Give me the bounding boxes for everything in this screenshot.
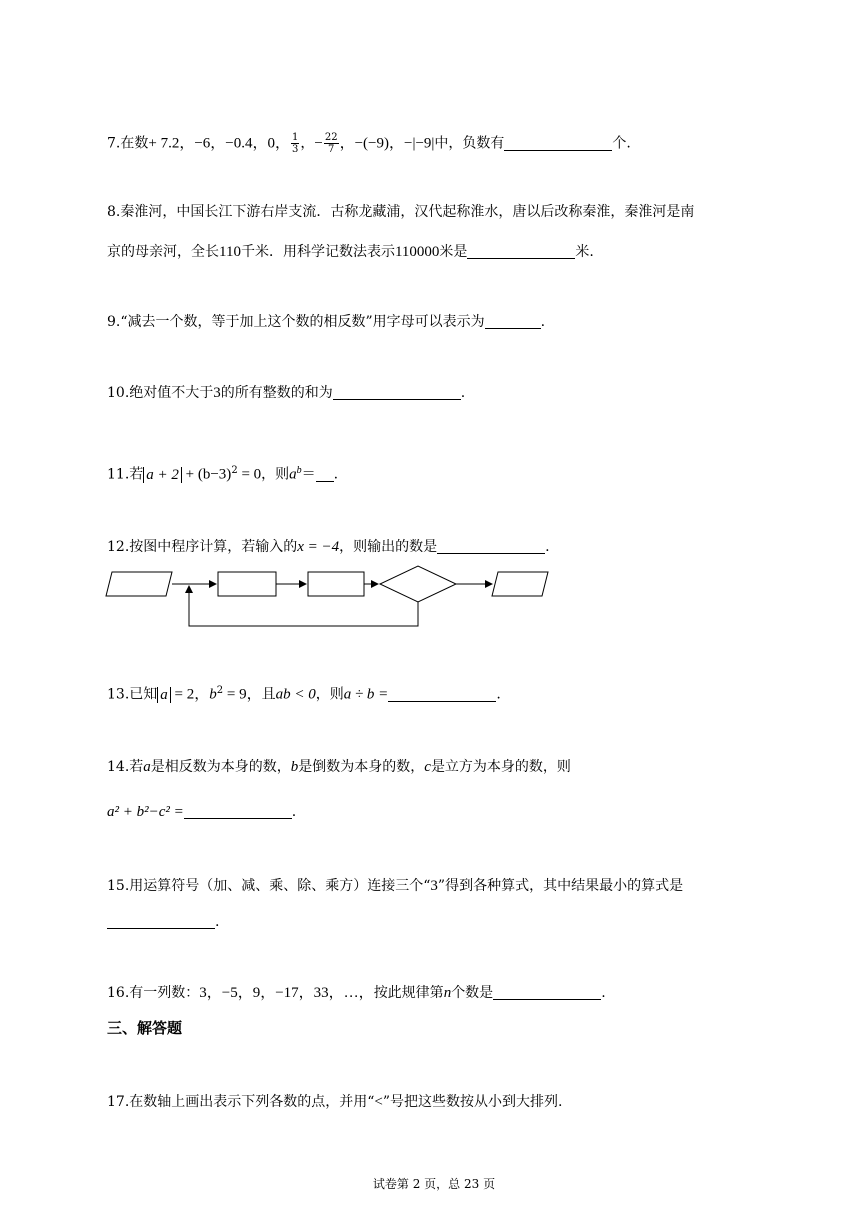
- input-box: [106, 572, 172, 596]
- q16-n: n: [443, 985, 452, 1001]
- q7-frac2-den: 7: [328, 144, 335, 155]
- q11-power: b: [296, 465, 302, 476]
- question-8-line-1: 8.秦淮河，中国长江下游右岸支流．古称龙藏浦，汉代起称淮水，唐以后改称秦淮，秦淮河是南: [107, 204, 695, 220]
- q13-end: .: [496, 686, 501, 703]
- q16-seq: 3，−5，9，−17，33，…，: [199, 985, 374, 1001]
- q7-frac1-den: 3: [292, 144, 299, 155]
- program-flowchart: [100, 560, 560, 632]
- question-12: [107, 537, 550, 557]
- q7-fraction-2: [324, 132, 339, 155]
- output-box: [492, 572, 548, 596]
- q8-text-c: 米是: [439, 244, 468, 260]
- divide-box: [218, 572, 276, 596]
- q13-math2: = 9，: [223, 686, 262, 703]
- q7-fraction-1: [291, 132, 299, 155]
- q12-answer-blank[interactable]: [437, 539, 545, 554]
- q13-qie: 且: [261, 686, 276, 703]
- q16-t2: 个数是: [451, 985, 494, 1001]
- q14-t3: 是立方为本身的数，则: [430, 759, 571, 775]
- q8-num-a: 110: [219, 244, 241, 260]
- q14-a: a: [143, 759, 151, 775]
- q17-text-a: 17.在数轴上画出表示下列各数的点，并用“: [107, 1094, 375, 1110]
- q11-mid: + (b−3): [181, 466, 232, 483]
- q7-end: 个.: [612, 135, 631, 152]
- compare-diamond: [380, 566, 456, 602]
- q15-text-b: ”得到各种算式，其中结果最小的算式是: [437, 878, 684, 894]
- question-15-line-1: [107, 876, 683, 896]
- q8-num-b: 110000: [394, 244, 440, 260]
- q14-t2: 是倒数为本身的数，: [298, 759, 425, 775]
- q10-end: .: [460, 385, 466, 401]
- q15-num: 3: [430, 878, 438, 894]
- q9-end: .: [540, 314, 546, 330]
- q14-answer-blank[interactable]: [184, 804, 292, 819]
- q12-end: .: [545, 539, 550, 555]
- q16-t1: 按此规律第: [373, 985, 444, 1001]
- q8-text-b: 千米．用科学记数法表示: [240, 244, 395, 260]
- question-8-line-2: [107, 242, 594, 262]
- q15-answer-blank[interactable]: [107, 914, 215, 929]
- q12-text-b: ，则输出的数是: [339, 539, 438, 555]
- q8-text-d: 米.: [575, 244, 594, 260]
- q13-absolute-value: [157, 687, 171, 703]
- q7-tail-math: ，−(−9)，−|−9|: [339, 135, 435, 152]
- q11-eq: = 0: [237, 466, 262, 483]
- q10-num: 3: [213, 385, 221, 401]
- q7-lead: 7.在数: [107, 135, 149, 152]
- question-16: [107, 983, 606, 1003]
- page-footer: 试卷第 2 页，总 23 页: [372, 1177, 496, 1191]
- q13-lead: 13.已知: [107, 686, 158, 703]
- q14-b: b: [290, 759, 299, 775]
- q13-math1: = 2，: [170, 686, 210, 703]
- question-14-line-1: [107, 757, 571, 777]
- question-17: [107, 1092, 563, 1112]
- question-14-line-2: [107, 802, 296, 822]
- q11-exp: 2: [231, 465, 238, 476]
- q11-then: ，则: [261, 466, 290, 483]
- q14-lead: 14.若: [107, 759, 144, 775]
- q13-math3: ab < 0: [275, 686, 316, 703]
- q10-text-b: 的所有整数的和为: [220, 385, 333, 401]
- q7-answer-blank[interactable]: [504, 136, 612, 151]
- q11-base: a: [289, 466, 297, 483]
- q7-frac1-num: 1: [292, 132, 299, 143]
- q11-equals: ＝: [301, 466, 316, 483]
- q13-answer-blank[interactable]: [388, 687, 496, 702]
- q13-then: ，则: [315, 686, 344, 703]
- question-11: [107, 461, 338, 485]
- q16-end: .: [601, 985, 606, 1001]
- q17-sym: <: [374, 1094, 383, 1110]
- q16-lead: 16.有一列数：: [107, 985, 200, 1001]
- q14-c: c: [424, 759, 431, 775]
- q15-text-a: 15.用运算符号（加、减、乘、除、乘方）连接三个“: [107, 878, 431, 894]
- question-7: 7.在数+ 7.2，−6，−0.4，0， $\frac{1}{3}$ ，− $\frac{22}{7}$ ，−(−9)，−|−9|中，负数有 个.: [107, 132, 631, 155]
- q9-text: 9.“减去一个数，等于加上这个数的相反数”用字母可以表示为: [107, 314, 485, 330]
- q17-text-b: ”号把这些数按从小到大排列.: [382, 1094, 563, 1110]
- q14-expr: a² + b²−c² =: [107, 804, 184, 820]
- q12-math: x = −4: [297, 539, 340, 555]
- q8-text-a: 京的母亲河，全长: [107, 244, 219, 260]
- question-13: [107, 681, 501, 705]
- q11-end: .: [333, 466, 339, 483]
- q11-lead: 11.若: [107, 466, 144, 483]
- q16-answer-blank[interactable]: [493, 985, 601, 1000]
- section-title: 三、解答题: [107, 1019, 183, 1037]
- q15-end: .: [215, 914, 220, 930]
- q7-frac2-num: 22: [324, 132, 338, 143]
- minus-box: [308, 572, 364, 596]
- arrow-no-loop: [189, 586, 418, 626]
- q12-text-a: 12.按图中程序计算，若输入的: [107, 539, 298, 555]
- q13-b: b: [209, 686, 217, 703]
- question-9: [107, 312, 545, 332]
- q14-end: .: [291, 804, 297, 820]
- q8-answer-blank[interactable]: [467, 244, 575, 259]
- q10-text-a: 10.绝对值不大于: [107, 385, 214, 401]
- q14-t1: 是相反数为本身的数，: [150, 759, 291, 775]
- q7-list: + 7.2，−6，−0.4，0，: [148, 135, 290, 152]
- q9-answer-blank[interactable]: [485, 314, 541, 329]
- q10-answer-blank[interactable]: [333, 385, 461, 400]
- q11-absolute-value: [143, 467, 182, 483]
- q7-ending: 中，负数有: [434, 135, 505, 152]
- question-10: [107, 383, 465, 403]
- q11-abs-inner: a + 2: [146, 466, 179, 483]
- q13-math4: a ÷ b =: [343, 686, 389, 703]
- q13-abs-a: a: [160, 686, 168, 703]
- q11-answer-blank[interactable]: [316, 467, 334, 482]
- q13-exp: 2: [216, 685, 224, 696]
- question-15-line-2: [107, 912, 219, 932]
